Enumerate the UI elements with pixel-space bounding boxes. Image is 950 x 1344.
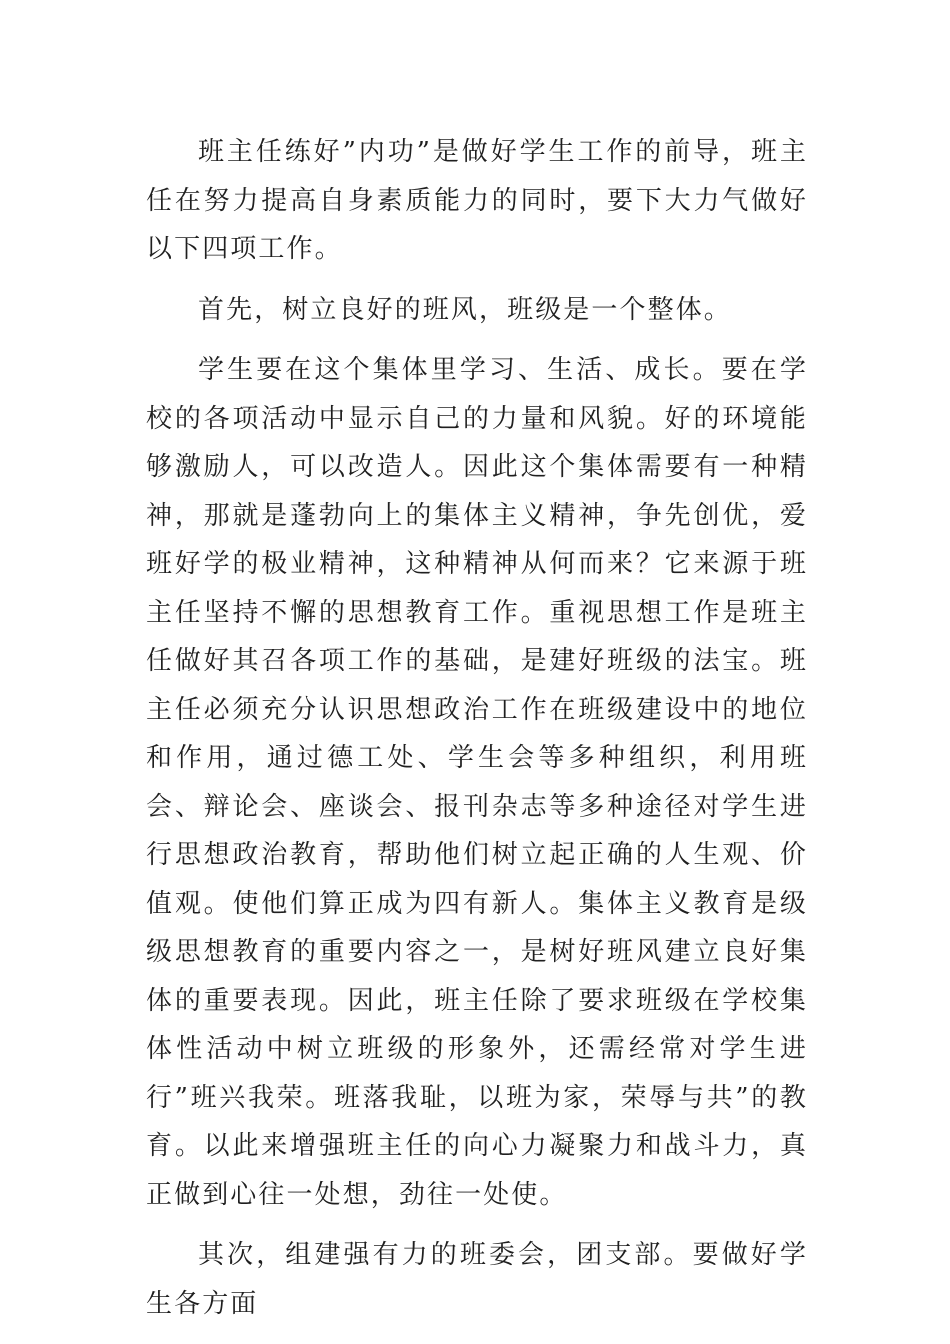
paragraph-first-point: 首先，树立良好的班风，班级是一个整体。 (198, 294, 732, 325)
paragraph-intro: 班主任练好”内功”是做好学生工作的前导，班主任在努力提高自身素质能力的同时，要下大力气做好以下四项工作。 (146, 137, 808, 264)
paragraph-class-spirit: 学生要在这个集体里学习、生活、成长。要在学校的各项活动中显示自己的力量和风貌。好的环境能够激励人，可以改造人。因此这个集体需要有一种精神，那就是蓬勃向上的集体主义精神，争先创优，爱班好学的极业精神，这种精神从何而来？它来源于班主任坚持不懈的思想教育工作。重视思想工作是班主任做好其召各项工作的基础，是建好班级的法宝。班主任必须充分认识思想政治工作在班级建设中的地位和作用，通过德工处、学生会等多种组织，利用班会、辩论会、座谈会、报刊杂志等多种途径对学生进行思想政治教育，帮助他们树立起正确的人生观、价值观。使他们算正成为四有新人。集体主义教育是级级思想教育的重要内容之一，是树好班风建立良好集体的重要表现。因此，班主任除了要求班级在学校集体性活动中树立班级的形象外，还需经常对学生进行”班兴我荣。班落我耻，以班为家，荣辱与共”的教育。以此来增强班主任的向心力凝聚力和战斗力，真正做到心往一处想，劲往一处使。 (146, 355, 808, 1210)
paragraph-second-point: 其次，组建强有力的班委会，团支部。要做好学生各方面 (146, 1240, 808, 1319)
document-body (146, 128, 808, 1340)
